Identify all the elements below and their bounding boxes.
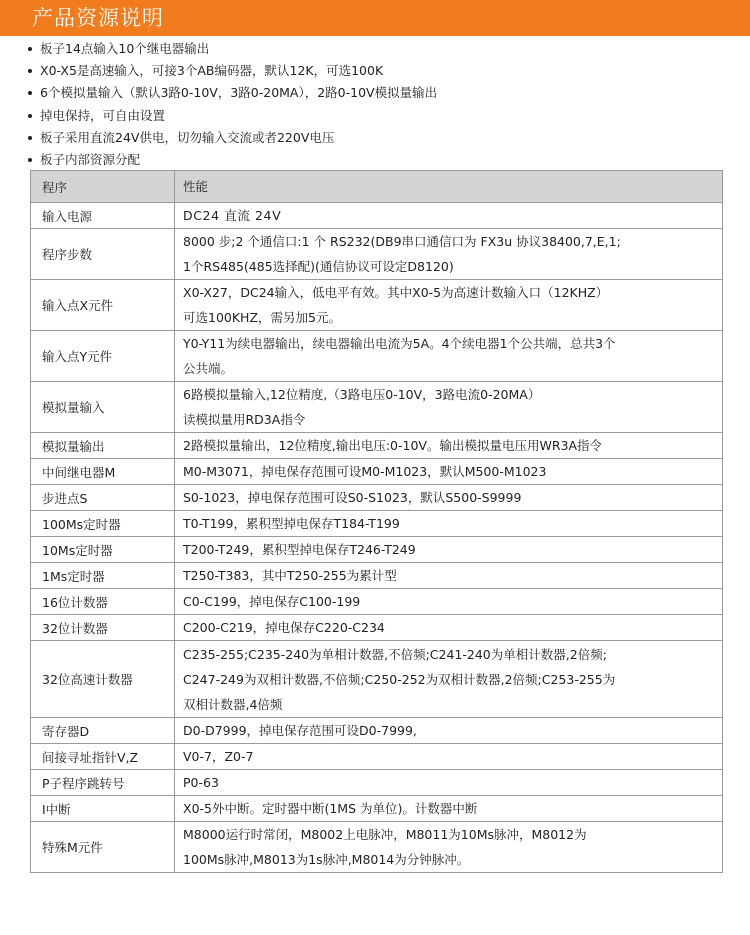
bullet-dot-icon bbox=[28, 114, 32, 118]
row-value bbox=[175, 537, 723, 563]
row-value bbox=[175, 563, 723, 589]
table-row bbox=[31, 718, 723, 744]
value-line: 1个RS485(485选择配)(通信协议可设定D8120) bbox=[183, 259, 454, 274]
row-value bbox=[175, 641, 723, 718]
value-line: 8000 步;2 个通信口:1 个 RS232(DB9串口通信口为 FX3u 协议38400,7,E,1; bbox=[183, 234, 621, 249]
row-value bbox=[175, 770, 723, 796]
table-row bbox=[31, 744, 723, 770]
feature-item bbox=[28, 82, 728, 104]
table-row bbox=[31, 615, 723, 641]
value-line: 100Ms脉冲,M8013为1s脉冲,M8014为分钟脉冲。 bbox=[183, 852, 470, 867]
row-value bbox=[175, 589, 723, 615]
row-value bbox=[175, 459, 723, 485]
value-line: 可选100KHZ，需另加5元。 bbox=[183, 310, 341, 325]
row-value bbox=[175, 718, 723, 744]
row-label: 16位计数器 bbox=[31, 589, 175, 615]
feature-text: X0-X5是高速输入，可接3个AB编码器，默认12K，可选100K bbox=[40, 63, 384, 79]
table-row bbox=[31, 511, 723, 537]
table-row bbox=[31, 563, 723, 589]
row-label: 寄存器D bbox=[31, 718, 175, 744]
row-value bbox=[175, 203, 723, 229]
value-line: 读模拟量用RD3A指令 bbox=[183, 412, 306, 427]
value-line: T0-T199，累积型掉电保存T184-T199 bbox=[183, 516, 400, 531]
bullet-dot-icon bbox=[28, 47, 32, 51]
bullet-dot-icon bbox=[28, 69, 32, 73]
row-label: 程序步数 bbox=[31, 229, 175, 280]
feature-item bbox=[28, 60, 728, 82]
value-line: M8000运行时常闭，M8002上电脉冲，M8011为10Ms脉冲，M8012为 bbox=[183, 827, 587, 842]
row-value bbox=[175, 615, 723, 641]
feature-text: 板子内部资源分配 bbox=[40, 151, 141, 167]
row-label: 特殊M元件 bbox=[31, 822, 175, 873]
row-value bbox=[175, 433, 723, 459]
bullet-dot-icon bbox=[28, 158, 32, 162]
row-value bbox=[175, 280, 723, 331]
value-line: 公共端。 bbox=[183, 361, 234, 376]
row-value bbox=[175, 331, 723, 382]
value-line: DC24 直流 24V bbox=[183, 208, 282, 223]
resource-table bbox=[30, 170, 723, 873]
bullet-dot-icon bbox=[28, 91, 32, 95]
value-line: T250-T383，其中T250-255为累计型 bbox=[183, 568, 397, 583]
table-row bbox=[31, 589, 723, 615]
row-value bbox=[175, 744, 723, 770]
row-label: 10Ms定时器 bbox=[31, 537, 175, 563]
table-header-row bbox=[31, 171, 723, 203]
value-line: T200-T249，累积型掉电保存T246-T249 bbox=[183, 542, 416, 557]
table-row bbox=[31, 537, 723, 563]
table-row bbox=[31, 433, 723, 459]
value-line: X0-5外中断。定时器中断(1MS 为单位)。计数器中断 bbox=[183, 801, 478, 816]
row-label: 32位高速计数器 bbox=[31, 641, 175, 718]
table-row bbox=[31, 229, 723, 280]
value-line: D0-D7999，掉电保存范围可设D0-7999, bbox=[183, 723, 417, 738]
row-label: 输入点X元件 bbox=[31, 280, 175, 331]
feature-item bbox=[28, 149, 728, 171]
feature-text: 掉电保持，可自由设置 bbox=[40, 107, 166, 123]
row-value bbox=[175, 229, 723, 280]
value-line: C235-255;C235-240为单相计数器,不倍频;C241-240为单相计数器,2倍频; bbox=[183, 646, 607, 662]
row-label: I中断 bbox=[31, 796, 175, 822]
row-value bbox=[175, 511, 723, 537]
row-label: 100Ms定时器 bbox=[31, 511, 175, 537]
row-label: 输入点Y元件 bbox=[31, 331, 175, 382]
value-line: C200-C219，掉电保存C220-C234 bbox=[183, 620, 385, 635]
feature-text: 6个模拟量输入（默认3路0-10V，3路0-20MA），2路0-10V模拟量输出 bbox=[40, 85, 438, 101]
value-line: M0-M3071，掉电保存范围可设M0-M1023，默认M500-M1023 bbox=[183, 464, 547, 479]
feature-text: 板子采用直流24V供电，切勿输入交流或者220V电压 bbox=[40, 129, 335, 145]
column-header-performance: 性能 bbox=[175, 171, 723, 203]
feature-text: 板子14点输入10个继电器输出 bbox=[40, 41, 210, 56]
table-row bbox=[31, 485, 723, 511]
table-row bbox=[31, 770, 723, 796]
value-line: 2路模拟量输出，12位精度,输出电压:0-10V。输出模拟量电压用WR3A指令 bbox=[183, 438, 603, 453]
row-label: 输入电源 bbox=[31, 203, 175, 229]
value-line: X0-X27，DC24输入，低电平有效。其中X0-5为高速计数输入口（12KHZ） bbox=[183, 285, 609, 300]
feature-item bbox=[28, 127, 728, 149]
table-row bbox=[31, 280, 723, 331]
row-label: 步进点S bbox=[31, 485, 175, 511]
table-row bbox=[31, 796, 723, 822]
table-row bbox=[31, 382, 723, 433]
value-line: S0-1023，掉电保存范围可设S0-S1023，默认S500-S9999 bbox=[183, 490, 522, 505]
value-line: 双相计数器,4倍频 bbox=[183, 696, 283, 712]
table-row bbox=[31, 331, 723, 382]
row-label: P子程序跳转号 bbox=[31, 770, 175, 796]
row-value bbox=[175, 485, 723, 511]
table-row bbox=[31, 822, 723, 873]
row-label: 中间继电器M bbox=[31, 459, 175, 485]
section-title: 产品资源说明 bbox=[32, 6, 164, 30]
feature-list bbox=[28, 38, 728, 171]
column-header-program: 程序 bbox=[31, 171, 175, 203]
section-header bbox=[0, 0, 750, 36]
row-label: 32位计数器 bbox=[31, 615, 175, 641]
table-row bbox=[31, 641, 723, 718]
value-line: C0-C199，掉电保存C100-199 bbox=[183, 594, 361, 609]
bullet-dot-icon bbox=[28, 136, 32, 140]
row-label: 模拟量输入 bbox=[31, 382, 175, 433]
value-line: V0-7，Z0-7 bbox=[183, 749, 254, 764]
row-label: 模拟量输出 bbox=[31, 433, 175, 459]
row-label: 间接寻址指针V,Z bbox=[31, 744, 175, 770]
table-row bbox=[31, 459, 723, 485]
row-label: 1Ms定时器 bbox=[31, 563, 175, 589]
row-value bbox=[175, 382, 723, 433]
table-row bbox=[31, 203, 723, 229]
value-line: Y0-Y11为续电器输出，续电器输出电流为5A。4个续电器1个公共端，总共3个 bbox=[183, 336, 616, 351]
value-line: C247-249为双相计数器,不倍频;C250-252为双相计数器,2倍频;C253-255为 bbox=[183, 671, 616, 687]
feature-item bbox=[28, 38, 728, 60]
row-value bbox=[175, 822, 723, 873]
value-line: 6路模拟量输入,12位精度,（3路电压0-10V，3路电流0-20MA） bbox=[183, 387, 541, 402]
row-value bbox=[175, 796, 723, 822]
value-line: P0-63 bbox=[183, 775, 219, 790]
feature-item bbox=[28, 105, 728, 127]
